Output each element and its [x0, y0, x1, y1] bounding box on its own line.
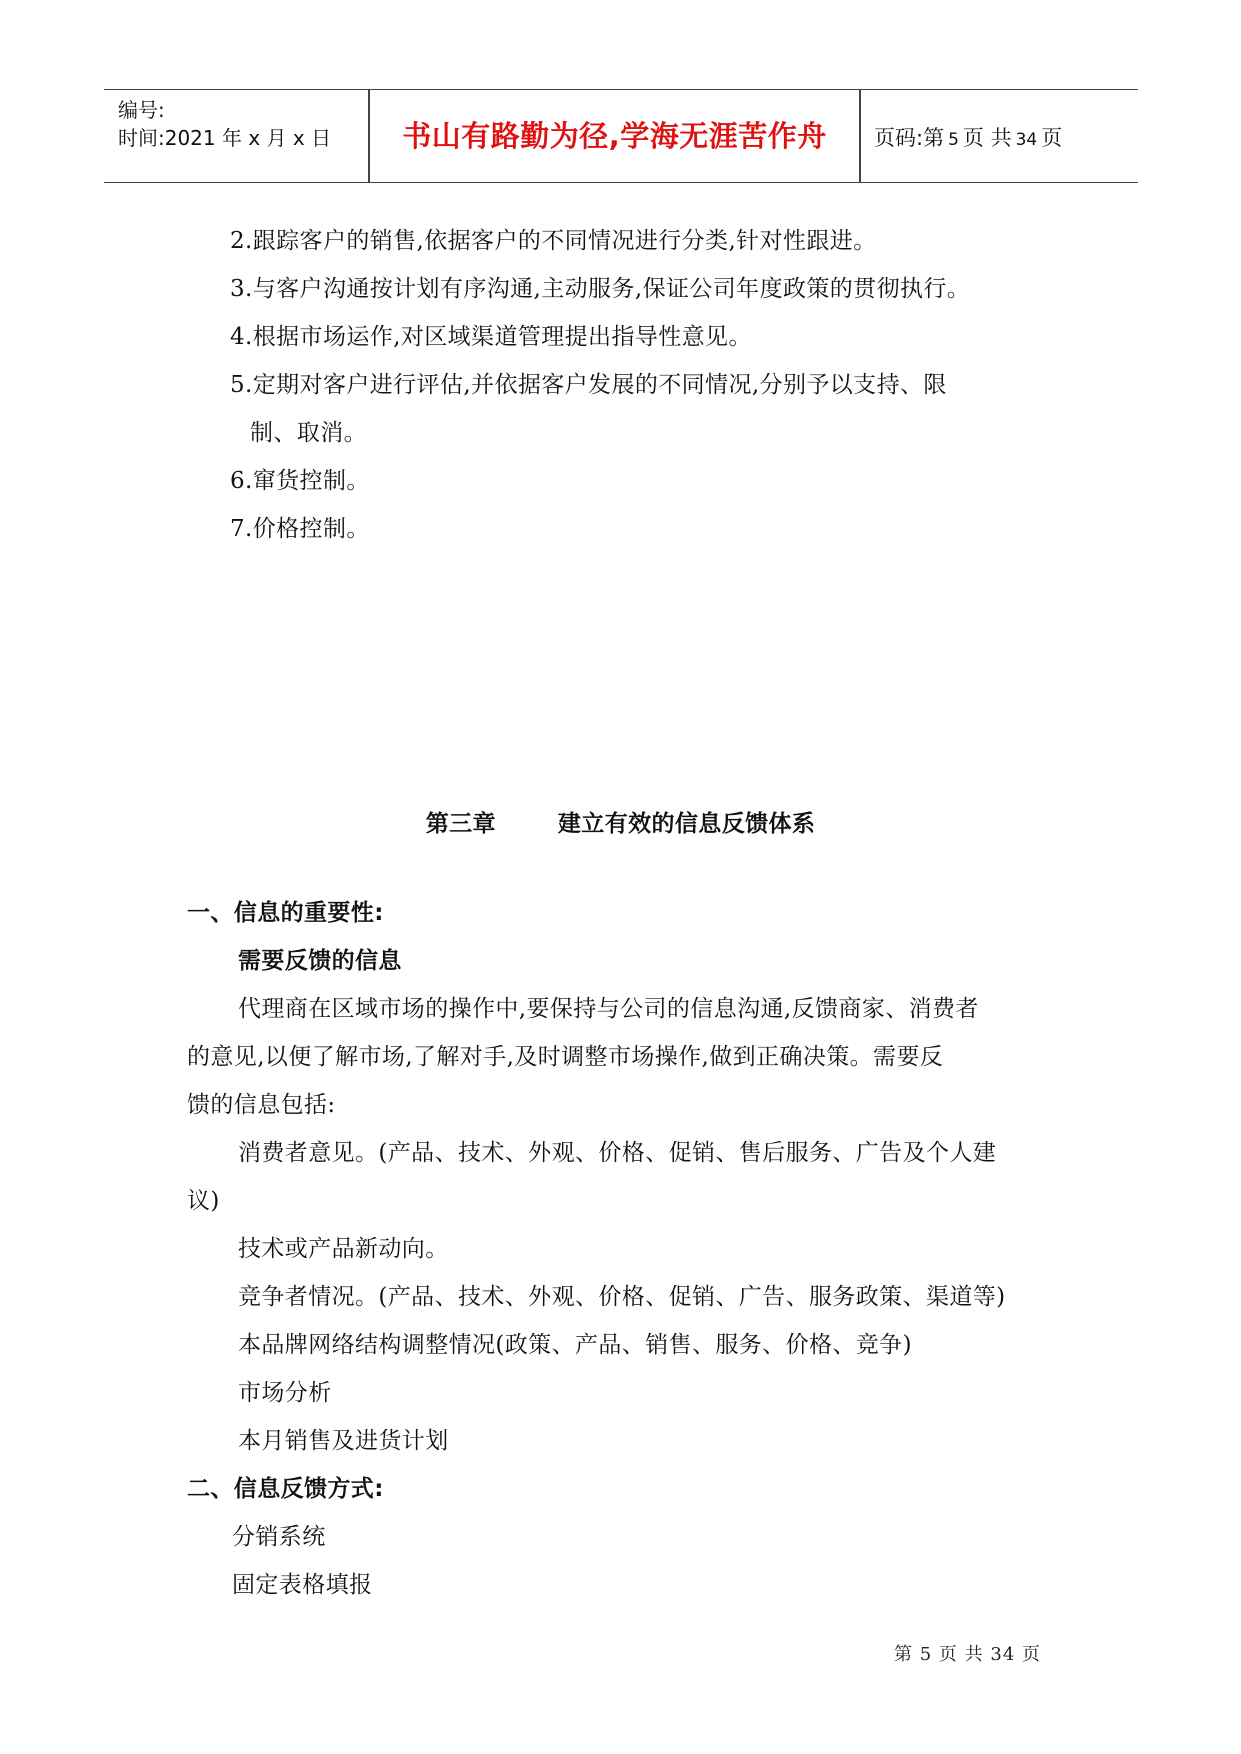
header-time-label: 时间:2021 年 x 月 x 日 [118, 126, 332, 150]
header-page-total: 34 [1015, 130, 1038, 150]
info-item: 本月销售及进货计划 [238, 1428, 449, 1454]
section-heading: 二、信息反馈方式: [187, 1476, 384, 1502]
list-item: 4.根据市场运作,对区域渠道管理提出指导性意见。 [230, 324, 752, 350]
list-item: 7.价格控制。 [230, 516, 370, 542]
header-number-label: 编号: [118, 98, 165, 122]
info-item: 消费者意见。(产品、技术、外观、价格、促销、售后服务、广告及个人建 [238, 1140, 997, 1166]
info-item: 本品牌网络结构调整情况(政策、产品、销售、服务、价格、竞争) [238, 1332, 912, 1358]
info-item: 技术或产品新动向。 [238, 1236, 449, 1262]
list-item: 2.跟踪客户的销售,依据客户的不同情况进行分类,针对性跟进。 [230, 228, 877, 254]
list-item: 6.窜货控制。 [230, 468, 370, 494]
paragraph-line: 馈的信息包括: [187, 1092, 336, 1118]
page-header [104, 89, 1138, 183]
header-page-indicator [874, 122, 1062, 152]
info-item: 市场分析 [238, 1380, 332, 1406]
header-page-current: 5 [948, 130, 959, 150]
chapter-title: 建立有效的信息反馈体系 [557, 811, 816, 837]
section-heading: 一、信息的重要性: [187, 900, 384, 926]
header-page-suffix: 页 [1041, 126, 1063, 150]
info-item-continuation: 议) [187, 1188, 220, 1214]
feedback-method-item: 固定表格填报 [232, 1572, 373, 1598]
section-subheading: 需要反馈的信息 [238, 948, 402, 974]
list-item: 3.与客户沟通按计划有序沟通,主动服务,保证公司年度政策的贯彻执行。 [230, 276, 971, 302]
list-item-continuation: 制、取消。 [250, 420, 367, 446]
header-motto: 书山有路勤为径,学海无涯苦作舟 [402, 119, 827, 153]
list-item: 5.定期对客户进行评估,并依据客户发展的不同情况,分别予以支持、限 [230, 372, 947, 398]
header-divider [859, 90, 861, 182]
chapter-heading [0, 805, 1241, 838]
paragraph-line: 代理商在区域市场的操作中,要保持与公司的信息沟通,反馈商家、消费者 [238, 996, 979, 1022]
page-footer: 第 5 页 共 34 页 [894, 1644, 1041, 1665]
chapter-number: 第三章 [425, 811, 496, 837]
header-page-prefix: 页码:第 [874, 126, 945, 150]
header-meta [118, 96, 331, 152]
paragraph-line: 的意见,以便了解市场,了解对手,及时调整市场操作,做到正确决策。需要反 [187, 1044, 944, 1070]
feedback-method-item: 分销系统 [232, 1524, 326, 1550]
info-item: 竞争者情况。(产品、技术、外观、价格、促销、广告、服务政策、渠道等) [238, 1284, 1006, 1310]
header-page-mid: 页 共 [962, 126, 1012, 150]
